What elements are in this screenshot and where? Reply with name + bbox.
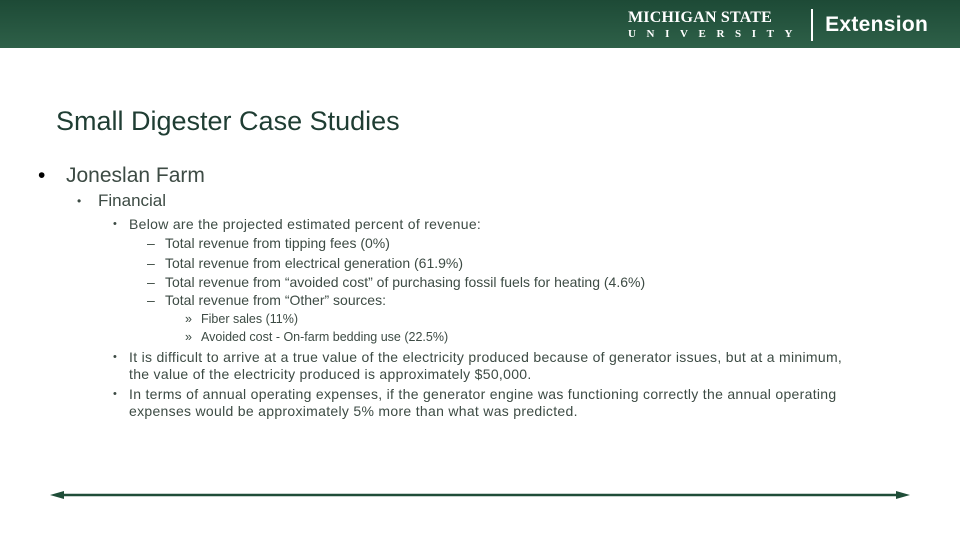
msu-extension-logo [628,9,928,41]
other-item: Avoided cost - On-farm bedding use (22.5%) [201,330,449,344]
header-bar [0,0,960,48]
chevron-marker: » [185,330,192,344]
left-arrow-cap [50,491,64,499]
dash-marker: – [147,274,155,290]
logo-line-2: UNIVERSITY [628,27,804,40]
msu-wordmark [628,10,803,41]
section-heading: Financial [98,191,167,210]
chevron-marker: » [185,312,192,326]
dash-marker: – [147,292,155,308]
revenue-intro: Below are the projected estimated percent of revenue: [129,216,482,232]
bullet-marker: • [113,218,117,230]
expense-note-line: expenses would be approximately 5% more than what was predicted. [129,403,578,419]
revenue-item: Total revenue from electrical generation (61.9%) [165,255,464,271]
logo-extension: Extension [825,13,929,36]
farm-heading: Joneslan Farm [66,164,205,187]
dash-marker: – [147,235,155,251]
slide-title: Small Digester Case Studies [56,106,400,136]
other-item: Fiber sales (11%) [201,312,299,326]
revenue-item: Total revenue from tipping fees (0%) [165,235,390,251]
electricity-note-line: the value of the electricity produced is approximately $50,000. [129,366,532,382]
bullet-marker: • [113,388,117,400]
logo-divider [811,9,813,41]
footer-divider [50,488,910,502]
bullet-marker: • [113,351,117,363]
electricity-note-line: It is difficult to arrive at a true value of the electricity produced because of generator issues, but at a minimum, [129,349,843,365]
bullet-marker: • [77,194,82,208]
revenue-item: Total revenue from “Other” sources: [165,292,386,308]
expense-note-line: In terms of annual operating expenses, if the generator engine was functioning correctly the annual operating [129,386,837,402]
right-arrow-cap [896,491,910,499]
bullet-marker: • [38,164,46,187]
logo-line-1: MICHIGAN STATE [628,8,773,26]
revenue-item: Total revenue from “avoided cost” of purchasing fossil fuels for heating (4.6%) [165,274,646,290]
dash-marker: – [147,255,155,271]
